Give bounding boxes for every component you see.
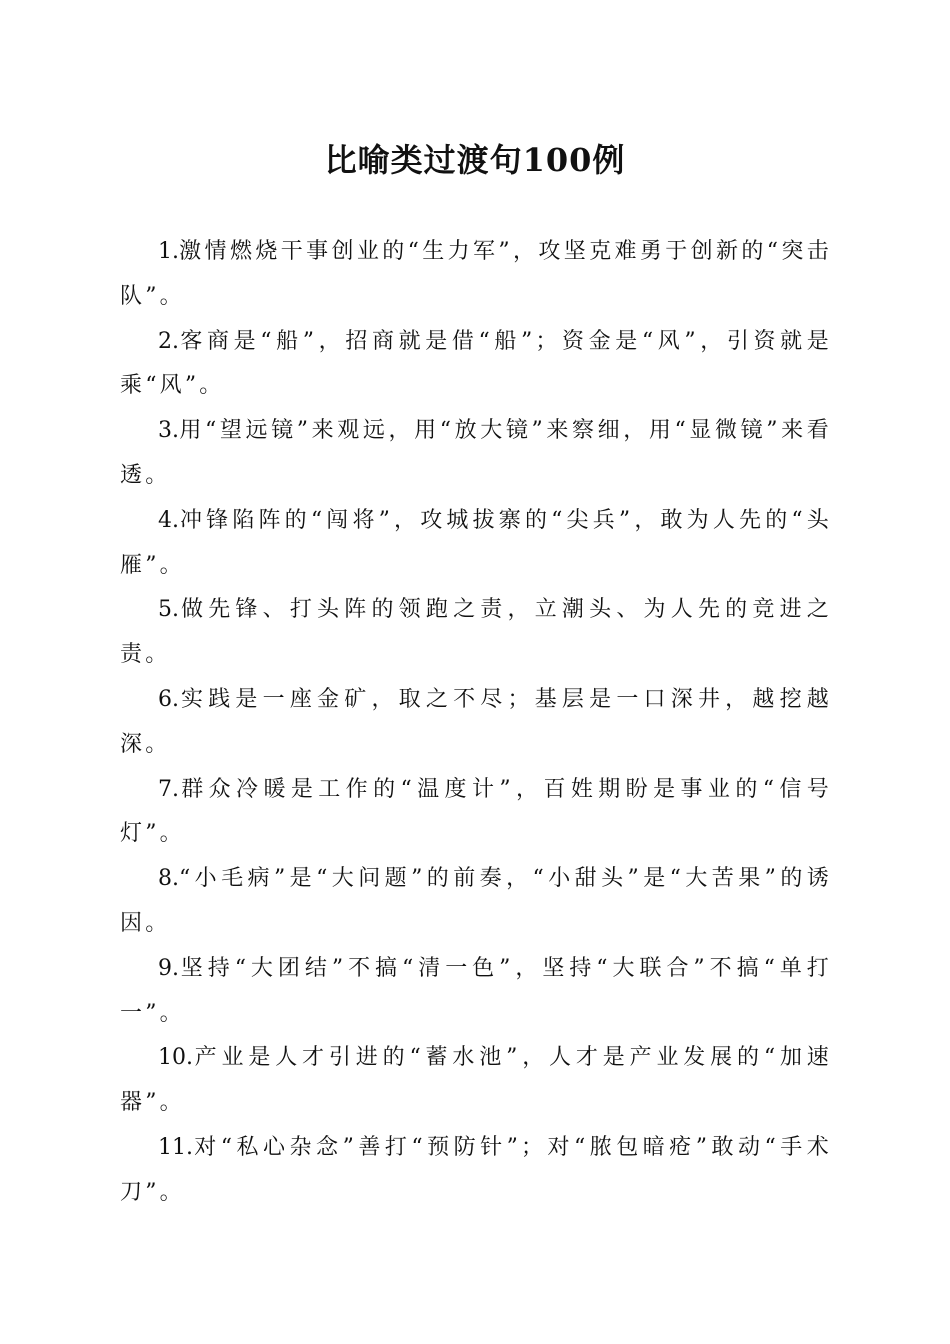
item-text: 坚持“大团结”不搞“清一色”，坚持“大联合”不搞“单打一”。 [120,955,832,1026]
list-item [120,947,832,1037]
list-item [120,678,832,768]
item-number: 3. [158,418,179,444]
item-number: 7. [158,776,179,802]
item-number: 9. [158,955,179,981]
item-text: 对“私心杂念”善打“预防针”；对“脓包暗疮”敢动“手术刀”。 [120,1134,832,1205]
item-text: 激情燃烧干事创业的“生力军”，攻坚克难勇于创新的“突击队”。 [120,239,832,309]
item-number: 8. [158,866,179,892]
document-title: 比喻类过渡句100例 [324,141,626,179]
list-item [120,409,832,499]
list-item [120,588,832,678]
item-text: 实践是一座金矿，取之不尽；基层是一口深井，越挖越深。 [120,686,832,757]
list-item [120,499,832,589]
item-number: 1. [158,239,179,264]
list-item [120,768,832,858]
item-text: 冲锋陷阵的“闯将”，攻城拔寨的“尖兵”，敢为人先的“头雁”。 [120,507,832,578]
list-item [120,1126,832,1216]
item-text: “小毛病”是“大问题”的前奏，“小甜头”是“大苦果”的诱因。 [120,866,832,936]
item-number: 2. [158,328,179,354]
list-item [120,320,832,410]
document-body [120,230,832,1216]
item-number: 5. [158,597,179,623]
item-number: 11. [158,1134,193,1160]
item-text: 用“望远镜”来观远，用“放大镜”来察细，用“显微镜”来看透。 [120,418,832,488]
list-item [120,1036,832,1126]
list-item [120,230,832,320]
list-item [120,857,832,947]
item-text: 群众冷暖是工作的“温度计”，百姓期盼是事业的“信号灯”。 [120,776,832,847]
item-text: 做先锋、打头阵的领跑之责，立潮头、为人先的竞进之责。 [120,597,832,668]
item-number: 4. [158,507,179,533]
item-number: 6. [158,686,179,712]
item-number: 10. [158,1045,193,1071]
item-text: 产业是人才引进的“蓄水池”，人才是产业发展的“加速器”。 [120,1045,832,1116]
item-text: 客商是“船”，招商就是借“船”；资金是“风”，引资就是乘“风”。 [120,328,832,399]
